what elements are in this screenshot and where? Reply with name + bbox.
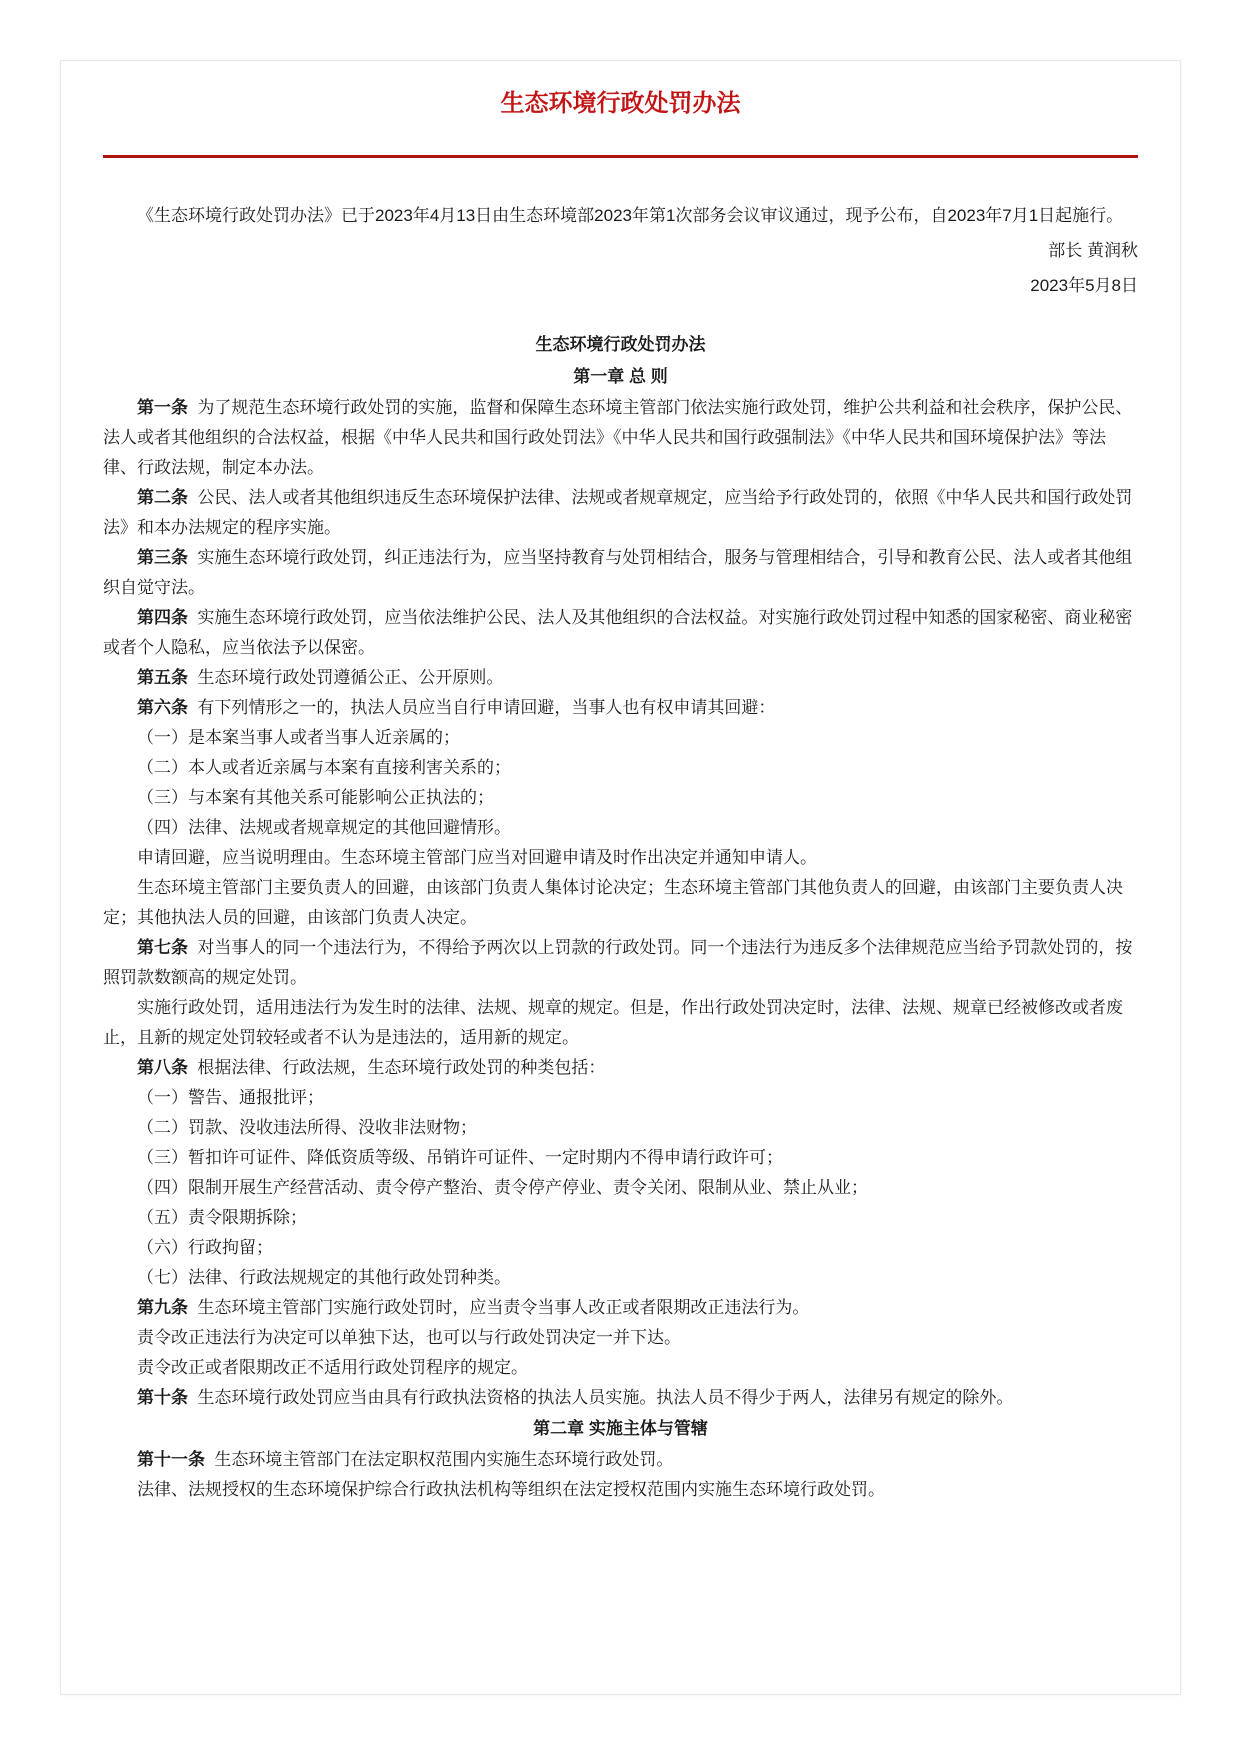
article-paragraph: 第七条 对当事人的同一个违法行为，不得给予两次以上罚款的行政处罚。同一个违法行为违反多个法律规范应当给予罚款处罚的，按照罚款数额高的规定处罚。 bbox=[103, 938, 1133, 987]
document-card bbox=[60, 60, 1181, 1695]
article-number: 第九条 bbox=[137, 1298, 188, 1317]
article-number: 第七条 bbox=[137, 938, 188, 957]
sign-date-line: 2023年5月8日 bbox=[1030, 276, 1138, 295]
article-number: 第四条 bbox=[137, 608, 188, 627]
body-paragraph: （五）责令限期拆除； bbox=[137, 1208, 307, 1227]
document-body bbox=[103, 361, 1138, 1505]
body-paragraph: （二）罚款、没收违法所得、没收非法财物； bbox=[137, 1118, 477, 1137]
body-paragraph: （二）本人或者近亲属与本案有直接利害关系的； bbox=[137, 758, 511, 777]
article-number: 第三条 bbox=[137, 548, 188, 567]
article-paragraph: 第六条 有下列情形之一的，执法人员应当自行申请回避，当事人也有权申请其回避： bbox=[137, 698, 776, 717]
article-paragraph: 第九条 生态环境主管部门实施行政处罚时，应当责令当事人改正或者限期改正违法行为。 bbox=[137, 1298, 810, 1317]
body-paragraph: 生态环境主管部门主要负责人的回避，由该部门负责人集体讨论决定；生态环境主管部门其他负责人的回避，由该部门主要负责人决定；其他执法人员的回避，由该部门负责人决定。 bbox=[103, 878, 1123, 927]
body-paragraph: （四）法律、法规或者规章规定的其他回避情形。 bbox=[137, 818, 511, 837]
article-paragraph: 第二条 公民、法人或者其他组织违反生态环境保护法律、法规或者规章规定，应当给予行政处罚的，依照《中华人民共和国行政处罚法》和本办法规定的程序实施。 bbox=[103, 488, 1133, 537]
body-paragraph: 责令改正或者限期改正不适用行政处罚程序的规定。 bbox=[137, 1358, 528, 1377]
document-title: 生态环境行政处罚办法 bbox=[535, 335, 706, 354]
body-paragraph: 责令改正违法行为决定可以单独下达，也可以与行政处罚决定一并下达。 bbox=[137, 1328, 681, 1347]
chapter-heading: 第一章 总 则 bbox=[573, 367, 668, 386]
body-paragraph: （四）限制开展生产经营活动、责令停产整治、责令停产停业、责令关闭、限制从业、禁止从业； bbox=[137, 1178, 868, 1197]
article-paragraph: 第十条 生态环境行政处罚应当由具有行政执法资格的执法人员实施。执法人员不得少于两人，法律另有规定的除外。 bbox=[137, 1388, 1014, 1407]
article-number: 第八条 bbox=[137, 1058, 188, 1077]
body-paragraph: 申请回避，应当说明理由。生态环境主管部门应当对回避申请及时作出决定并通知申请人。 bbox=[137, 848, 817, 867]
article-number: 第十一条 bbox=[137, 1450, 205, 1469]
article-number: 第一条 bbox=[137, 398, 188, 417]
chapter-heading: 第二章 实施主体与管辖 bbox=[533, 1419, 708, 1438]
body-paragraph: （一）警告、通报批评； bbox=[137, 1088, 324, 1107]
article-paragraph: 第一条 为了规范生态环境行政处罚的实施，监督和保障生态环境主管部门依法实施行政处罚，维护公共利益和社会秩序，保护公民、法人或者其他组织的合法权益，根据《中华人民共和国行政处罚法》《中华人民共和国行政强制法》《中华人民共和国环境保护法》等法律、行政法规，制定本办法。 bbox=[103, 398, 1133, 477]
body-paragraph: （一）是本案当事人或者当事人近亲属的； bbox=[137, 728, 460, 747]
article-paragraph: 第十一条 生态环境主管部门在法定职权范围内实施生态环境行政处罚。 bbox=[137, 1450, 674, 1469]
article-number: 第十条 bbox=[137, 1388, 188, 1407]
body-paragraph: （三）暂扣许可证件、降低资质等级、吊销许可证件、一定时期内不得申请行政许可； bbox=[137, 1148, 783, 1167]
body-paragraph: 法律、法规授权的生态环境保护综合行政执法机构等组织在法定授权范围内实施生态环境行政处罚。 bbox=[137, 1480, 885, 1499]
body-paragraph: （三）与本案有其他关系可能影响公正执法的； bbox=[137, 788, 494, 807]
body-paragraph: （六）行政拘留； bbox=[137, 1238, 273, 1257]
title-divider bbox=[103, 155, 1138, 158]
article-paragraph: 第四条 实施生态环境行政处罚，应当依法维护公民、法人及其他组织的合法权益。对实施行政处罚过程中知悉的国家秘密、商业秘密或者个人隐私，应当依法予以保密。 bbox=[103, 608, 1133, 657]
article-paragraph: 第八条 根据法律、行政法规，生态环境行政处罚的种类包括： bbox=[137, 1058, 606, 1077]
article-paragraph: 第三条 实施生态环境行政处罚，纠正违法行为，应当坚持教育与处罚相结合，服务与管理相结合，引导和教育公民、法人或者其他组织自觉守法。 bbox=[103, 548, 1133, 597]
body-paragraph: （七）法律、行政法规规定的其他行政处罚种类。 bbox=[137, 1268, 511, 1287]
body-paragraph: 实施行政处罚，适用违法行为发生时的法律、法规、规章的规定。但是，作出行政处罚决定时，法律、法规、规章已经被修改或者废止，且新的规定处罚较轻或者不认为是违法的，适用新的规定。 bbox=[103, 998, 1123, 1047]
article-number: 第二条 bbox=[137, 488, 188, 507]
article-number: 第五条 bbox=[137, 668, 188, 687]
article-paragraph: 第五条 生态环境行政处罚遵循公正、公开原则。 bbox=[137, 668, 504, 687]
signer-line: 部长 黄润秋 bbox=[1048, 241, 1138, 260]
intro-paragraph: 《生态环境行政处罚办法》已于2023年4月13日由生态环境部2023年第1次部务会议审议通过，现予公布，自2023年7月1日起施行。 bbox=[137, 206, 1124, 225]
page-title: 生态环境行政处罚办法 bbox=[500, 90, 741, 117]
article-number: 第六条 bbox=[137, 698, 188, 717]
